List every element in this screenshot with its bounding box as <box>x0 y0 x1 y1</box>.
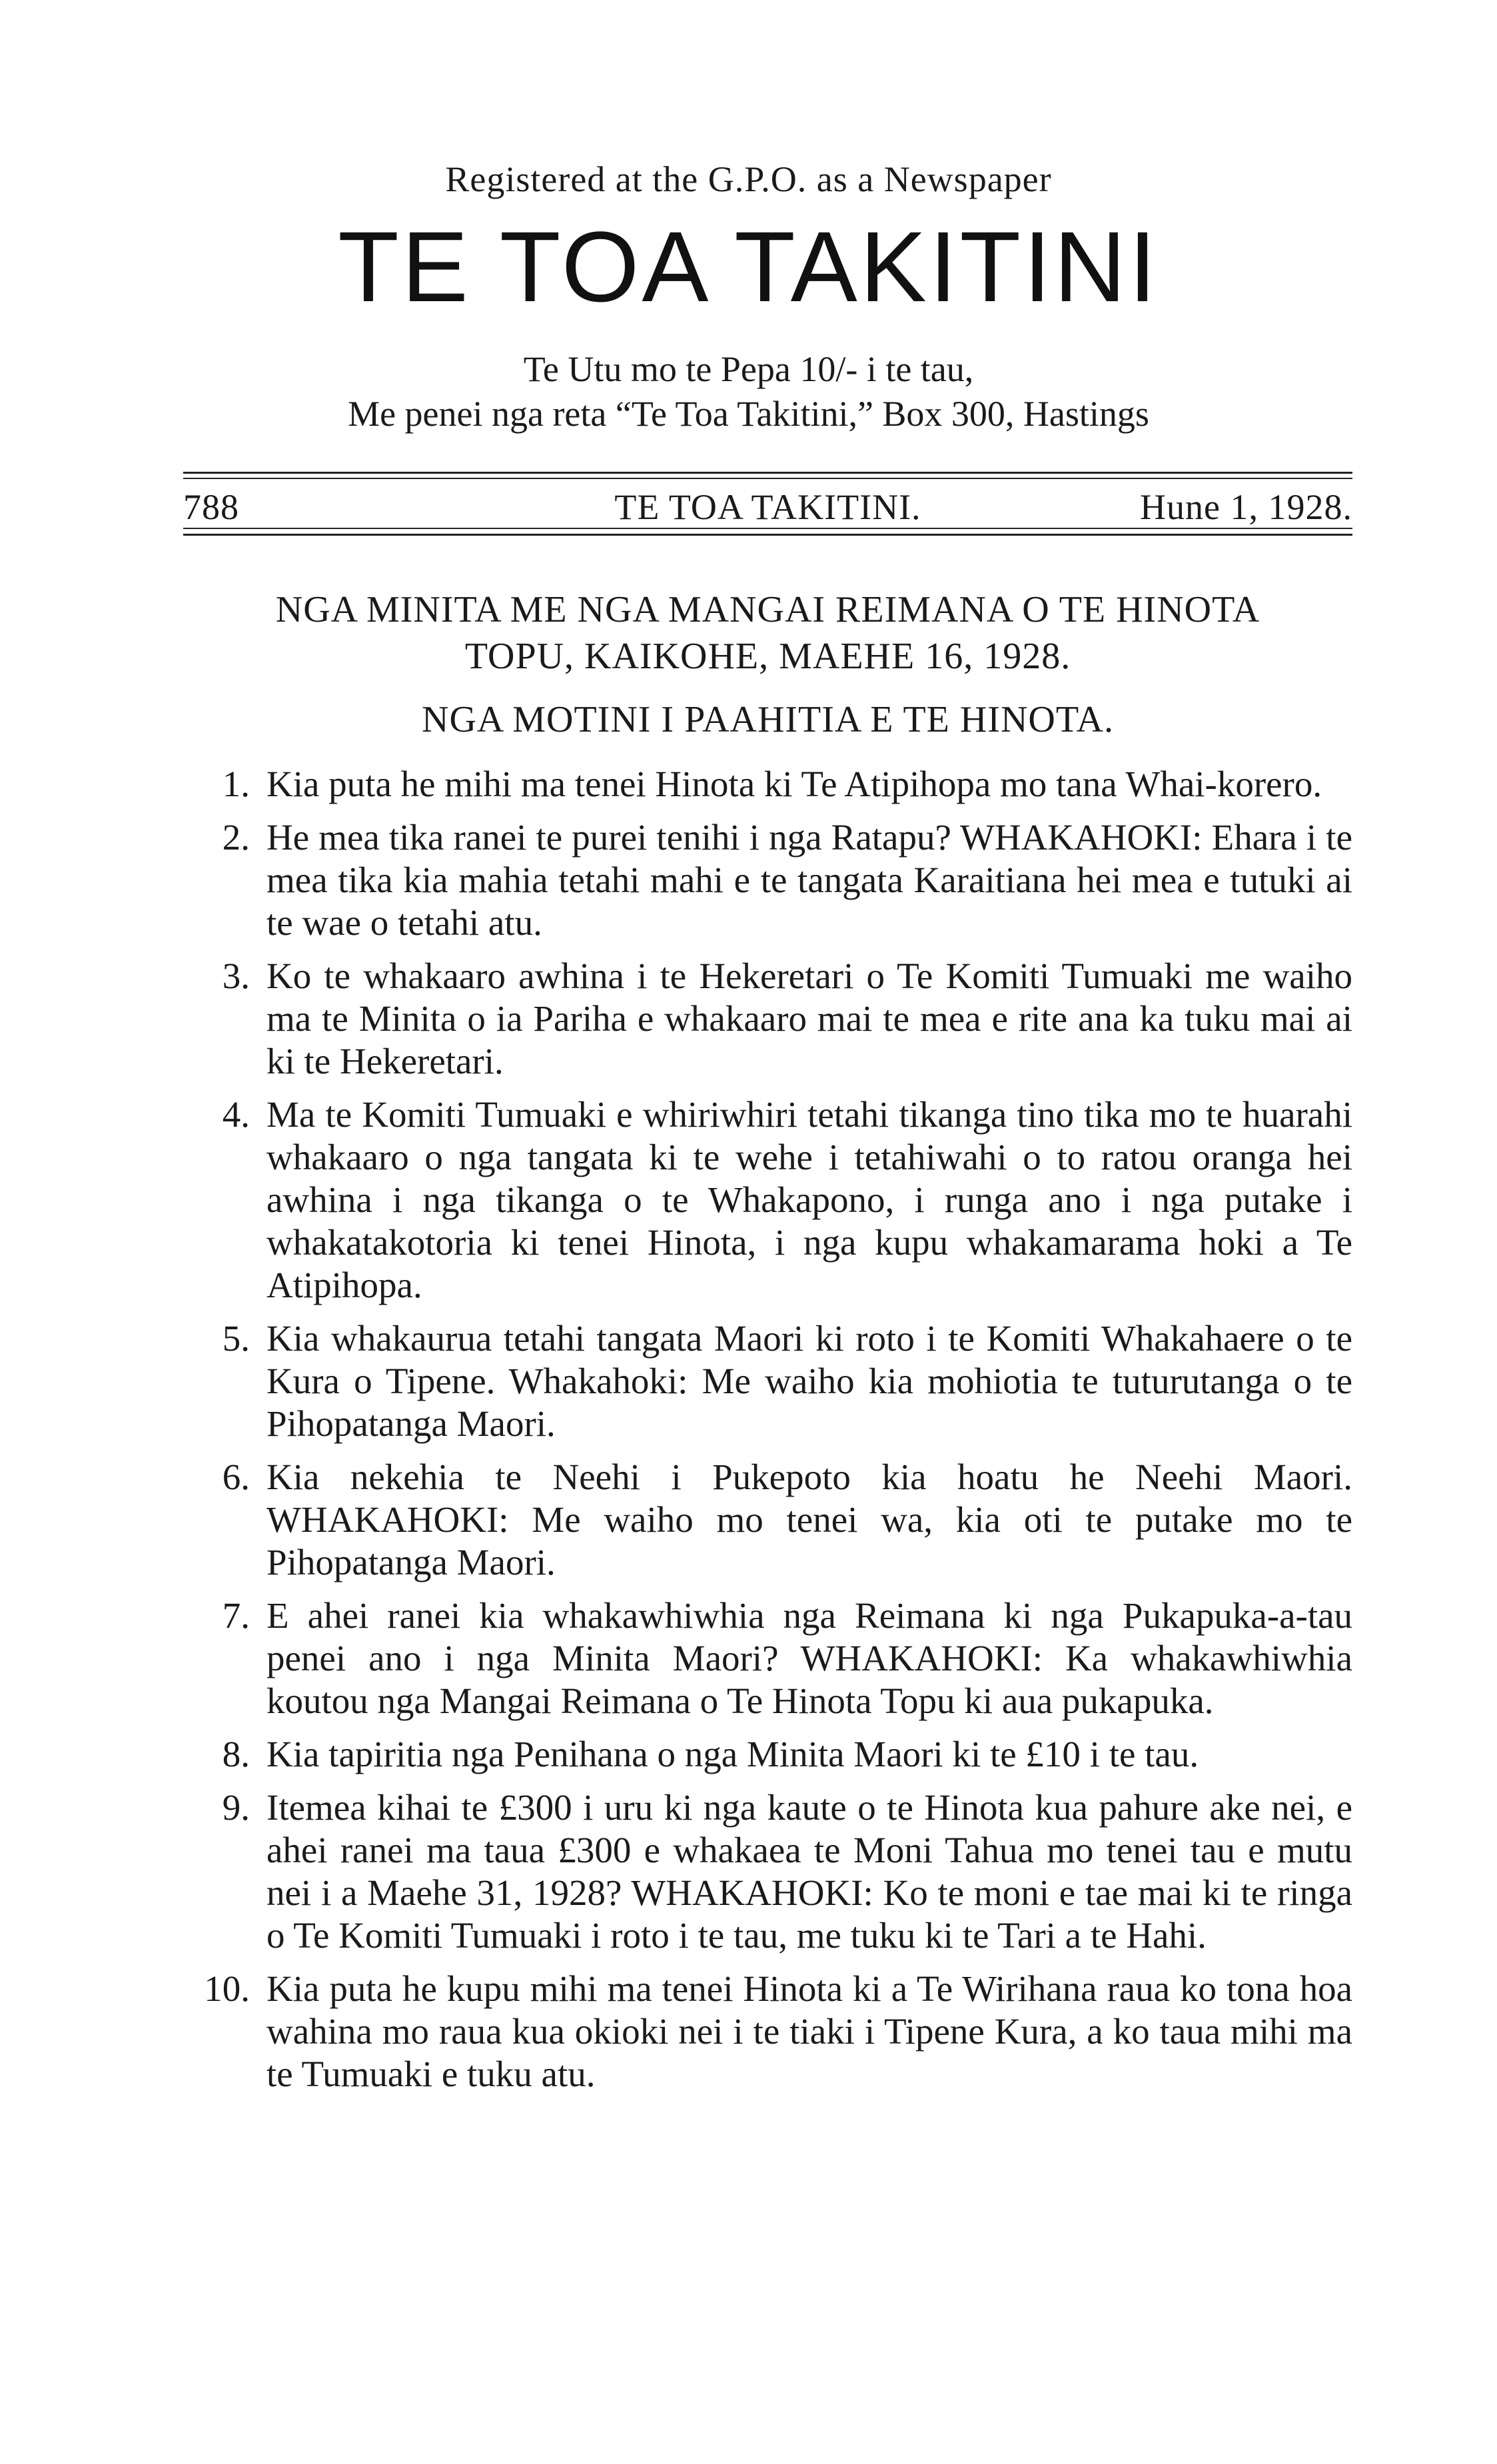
motion-text: He mea tika ranei te purei tenihi i nga Ratapu? WHAKAHOKI: Ehara i te mea tika kia mahia tetahi mahi e te tangata Karaitiana hei mea e tutuki ai te wae o tetahi atu. <box>266 817 1352 943</box>
motion-text: Kia puta he kupu mihi ma tenei Hinota ki a Te Wirihana raua ko tona hoa wahina mo raua kua okioki nei i te tiaki i Tipene Kura, a ko taua mihi ma te Tumuaki e tuku atu. <box>266 1968 1352 2094</box>
bottom-rule <box>183 534 1352 536</box>
masthead-title: TE TOA TAKITINI <box>338 211 1159 322</box>
subscription-price: Te Utu mo te Pepa 10/- i te tau, <box>523 349 974 389</box>
motion-number: 10. <box>204 1968 250 2009</box>
page-number: 788 <box>183 487 239 527</box>
motion-item <box>183 1456 1352 1584</box>
motion-item <box>183 1968 1352 2096</box>
issue-date: Hune 1, 1928. <box>1140 487 1352 527</box>
motion-number: 1. <box>222 764 250 804</box>
running-head <box>183 486 1352 526</box>
motion-text: Kia puta he mihi ma tenei Hinota ki Te Atipihopa mo tana Whai-korero. <box>266 764 1322 804</box>
motion-text: Ma te Komiti Tumuaki e whiriwhiri tetahi tikanga tino tika mo te huarahi whakaaro o nga tangata ki te wehe i tetahiwahi o to ratou oranga hei awhina i nga tikanga o te Whakapono, i runga ano i nga putake i whakatakotoria ki tenei Hinota, i nga kupu whakamarama hoki a Te Atipihopa. <box>266 1094 1352 1305</box>
mailing-address: Me penei nga reta “Te Toa Takitini,” Box 300, Hastings <box>348 394 1149 434</box>
motion-number: 7. <box>222 1595 250 1636</box>
motion-text: Itemea kihai te £300 i uru ki nga kaute o te Hinota kua pahure ake nei, e ahei ranei ma taua £300 e whakaea te Moni Tahua mo tenei tau e mutu nei i a Maehe 31, 1928? WHAKAHOKI: Ko te moni e tae mai ki te ringa o Te Komiti Tumuaki i roto i te tau, me tuku ki te Tari a te Hahi. <box>266 1787 1352 1956</box>
top-rule-thin <box>183 478 1352 479</box>
bottom-rule-thin <box>183 528 1352 529</box>
motion-number: 6. <box>222 1457 250 1497</box>
motion-text: Kia whakaurua tetahi tangata Maori ki roto i te Komiti Whakahaere o te Kura o Tipene. Whakahoki: Me waiho kia mohiotia te tuturutanga o te Pihopatanga Maori. <box>266 1318 1352 1444</box>
motion-number: 8. <box>222 1734 250 1774</box>
motion-item <box>183 1093 1352 1307</box>
motion-text: E ahei ranei kia whakawhiwhia nga Reimana ki nga Pukapuka-a-tau penei ano i nga Minita Maori? WHAKAHOKI: Ka whakawhiwhia koutou nga Mangai Reimana o Te Hinota Topu ki aua pukapuka. <box>266 1595 1352 1721</box>
motion-text: Kia nekehia te Neehi i Pukepoto kia hoatu he Neehi Maori. WHAKAHOKI: Me waiho mo tenei wa, kia oti te putake mo te Pihopatanga Maori. <box>266 1457 1352 1582</box>
motion-item <box>183 1317 1352 1445</box>
article-heading-line-1: NGA MINITA ME NGA MANGAI REIMANA O TE HINOTA <box>275 589 1260 630</box>
motion-number: 3. <box>222 955 250 996</box>
registration-notice: Registered at the G.P.O. as a Newspaper <box>445 159 1052 199</box>
motion-item <box>183 1786 1352 1957</box>
motion-number: 5. <box>222 1318 250 1359</box>
motions-list <box>183 763 1352 2106</box>
motion-item <box>183 1733 1352 1776</box>
article-heading-line-2: TOPU, KAIKOHE, MAEHE 16, 1928. <box>464 636 1071 677</box>
motion-item <box>183 955 1352 1083</box>
running-head-title: TE TOA TAKITINI. <box>614 487 921 527</box>
article-subheading: NGA MOTINI I PAAHITIA E TE HINOTA. <box>422 699 1114 740</box>
motion-item <box>183 763 1352 806</box>
motion-number: 2. <box>222 817 250 858</box>
motion-text: Ko te whakaaro awhina i te Hekeretari o Te Komiti Tumuaki me waiho ma te Minita o ia Pariha e whakaaro mai te mea e rite ana ka tuku mai ai ki te Hekeretari. <box>266 955 1352 1081</box>
article-heading <box>183 586 1352 680</box>
motion-item <box>183 1594 1352 1722</box>
motion-number: 4. <box>222 1094 250 1135</box>
motion-number: 9. <box>222 1787 250 1828</box>
top-rule <box>183 472 1352 474</box>
motion-item <box>183 816 1352 944</box>
motion-text: Kia tapiritia nga Penihana o nga Minita Maori ki te £10 i te tau. <box>266 1734 1199 1774</box>
